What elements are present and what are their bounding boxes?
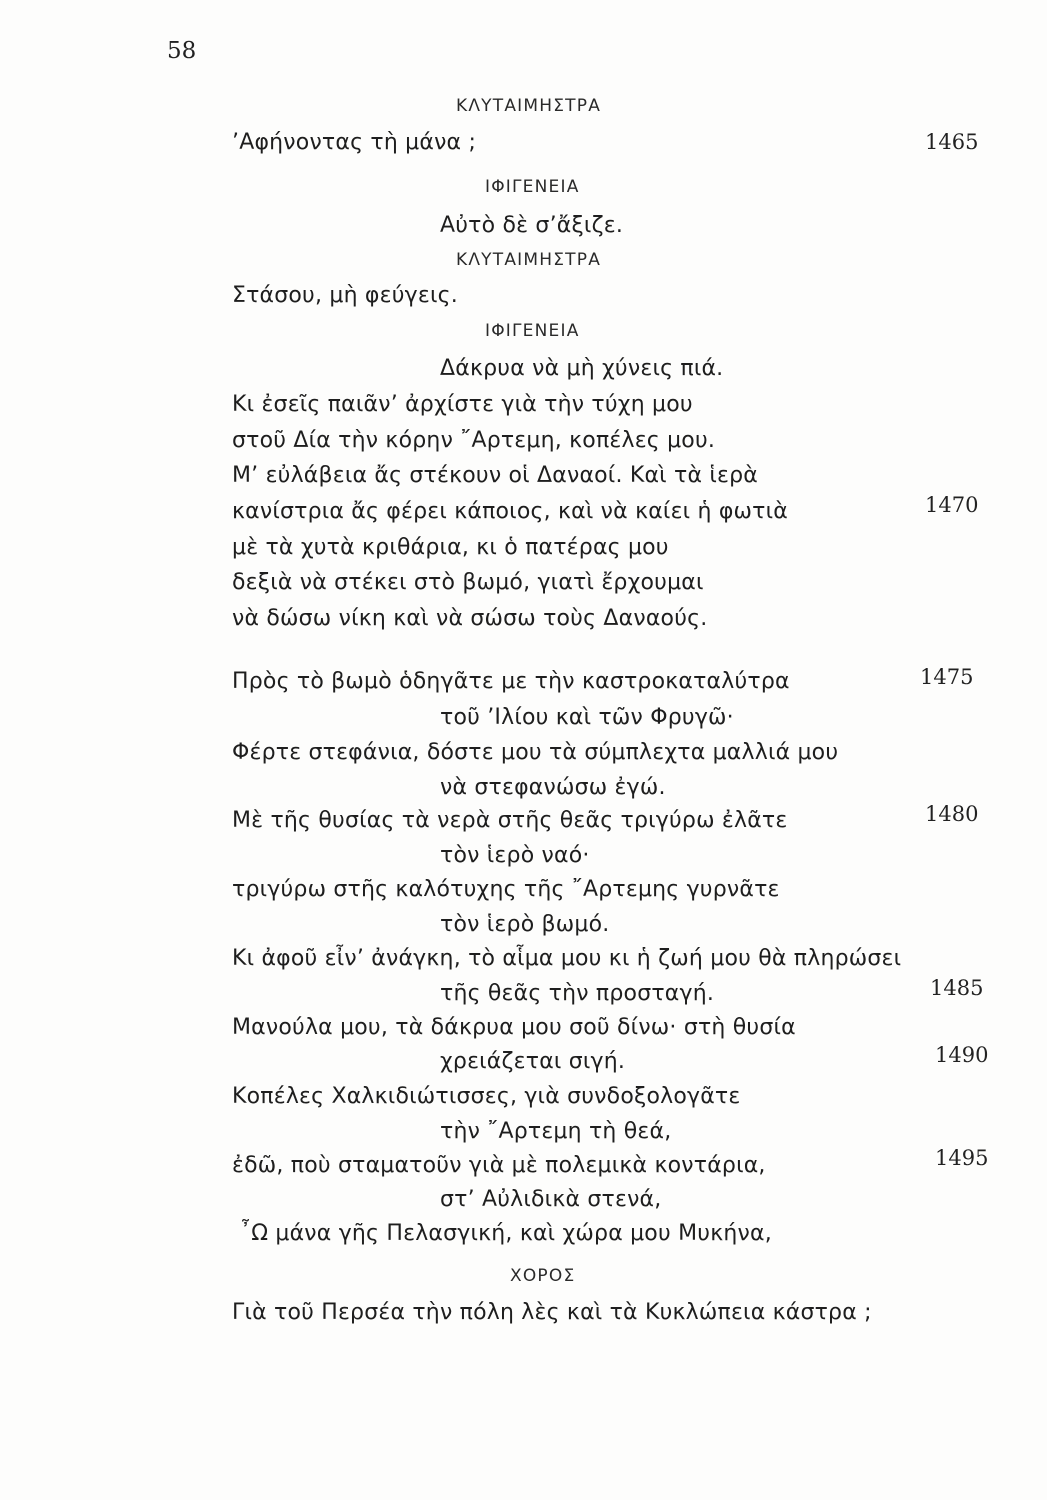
verse-line: τὸν ἱερὸ ναό· xyxy=(440,843,590,868)
verse-line: χρειάζεται σιγή. xyxy=(440,1049,626,1074)
verse-line: Στάσου, μὴ φεύγεις. xyxy=(232,283,458,308)
verse-line: ῏Ω μάνα γῆς Πελασγική, καὶ χώρα μου Μυκήνα, xyxy=(240,1221,772,1246)
speaker-heading: ΚΛΥΤΑΙΜΗΣΤΡΑ xyxy=(456,96,602,116)
verse-line: τὴν ῎Αρτεμη τὴ θεά, xyxy=(440,1119,672,1144)
verse-line: ἐδῶ, ποὺ σταματοῦν γιὰ μὲ πολεμικὰ κοντάρια, xyxy=(232,1153,766,1178)
verse-line: νὰ δώσω νίκη καὶ νὰ σώσω τοὺς Δαναούς. xyxy=(232,606,708,631)
verse-line: στοῦ Δία τὴν κόρην ῎Αρτεμη, κοπέλες μου. xyxy=(232,428,716,453)
line-number: 1495 xyxy=(935,1146,989,1170)
verse-line: δεξιὰ νὰ στέκει στὸ βωμό, γιατὶ ἔρχουμαι xyxy=(232,570,704,595)
verse-line: τὸν ἱερὸ βωμό. xyxy=(440,912,610,937)
verse-line: Αὐτὸ δὲ σ’ἄξιζε. xyxy=(440,213,624,238)
verse-line: στ’ Αὐλιδικὰ στενά, xyxy=(440,1187,662,1212)
verse-line: Πρὸς τὸ βωμὸ ὁδηγᾶτε με τὴν καστροκαταλύτρα xyxy=(232,669,790,694)
speaker-heading: ΚΛΥΤΑΙΜΗΣΤΡΑ xyxy=(456,250,602,270)
verse-line: μὲ τὰ χυτὰ κριθάρια, κι ὁ πατέρας μου xyxy=(232,535,669,560)
page-number: 58 xyxy=(167,38,197,64)
verse-line: Μανούλα μου, τὰ δάκρυα μου σοῦ δίνω· στὴ θυσία xyxy=(232,1015,796,1040)
verse-line: τριγύρω στῆς καλότυχης τῆς ῎Αρτεμης γυρνᾶτε xyxy=(232,877,780,902)
verse-line: τοῦ ’Ιλίου καὶ τῶν Φρυγῶ· xyxy=(440,705,734,730)
verse-line: Φέρτε στεφάνια, δόστε μου τὰ σύμπλεχτα μαλλιά μου xyxy=(232,740,839,765)
verse-line: κανίστρια ἄς φέρει κάποιος, καὶ νὰ καίει ἡ φωτιὰ xyxy=(232,499,788,524)
verse-line: Δάκρυα νὰ μὴ χύνεις πιά. xyxy=(440,356,724,381)
line-number: 1475 xyxy=(920,665,974,689)
verse-line: Μὲ τῆς θυσίας τὰ νερὰ στῆς θεᾶς τριγύρω ἐλᾶτε xyxy=(232,808,788,833)
verse-line: ’Αφήνοντας τὴ μάνα ; xyxy=(232,130,477,155)
verse-line: Κι ἐσεῖς παιᾶν’ ἀρχίστε γιὰ τὴν τύχη μου xyxy=(232,392,693,417)
line-number: 1490 xyxy=(935,1043,989,1067)
line-number: 1480 xyxy=(925,802,979,826)
speaker-heading: ΙΦΙΓΕΝΕΙΑ xyxy=(485,177,580,197)
verse-line: Κι ἀφοῦ εἶν’ ἀνάγκη, τὸ αἷμα μου κι ἡ ζωή μου θὰ πληρώσει xyxy=(232,946,902,971)
speaker-heading: ΙΦΙΓΕΝΕΙΑ xyxy=(485,321,580,341)
line-number: 1485 xyxy=(930,976,984,1000)
verse-line: Μ’ εὐλάβεια ἄς στέκουν οἱ Δαναοί. Καὶ τὰ ἱερὰ xyxy=(232,463,758,488)
verse-line: τῆς θεᾶς τὴν προσταγή. xyxy=(440,981,715,1006)
line-number: 1465 xyxy=(925,130,979,154)
verse-line: Γιὰ τοῦ Περσέα τὴν πόλη λὲς καὶ τὰ Κυκλώπεια κάστρα ; xyxy=(232,1300,872,1325)
verse-line: Κοπέλες Χαλκιδιώτισσες, γιὰ συνδοξολογᾶτε xyxy=(232,1084,741,1109)
line-number: 1470 xyxy=(925,493,979,517)
speaker-heading: ΧΟΡΟΣ xyxy=(510,1266,576,1286)
verse-line: νὰ στεφανώσω ἐγώ. xyxy=(440,775,666,800)
